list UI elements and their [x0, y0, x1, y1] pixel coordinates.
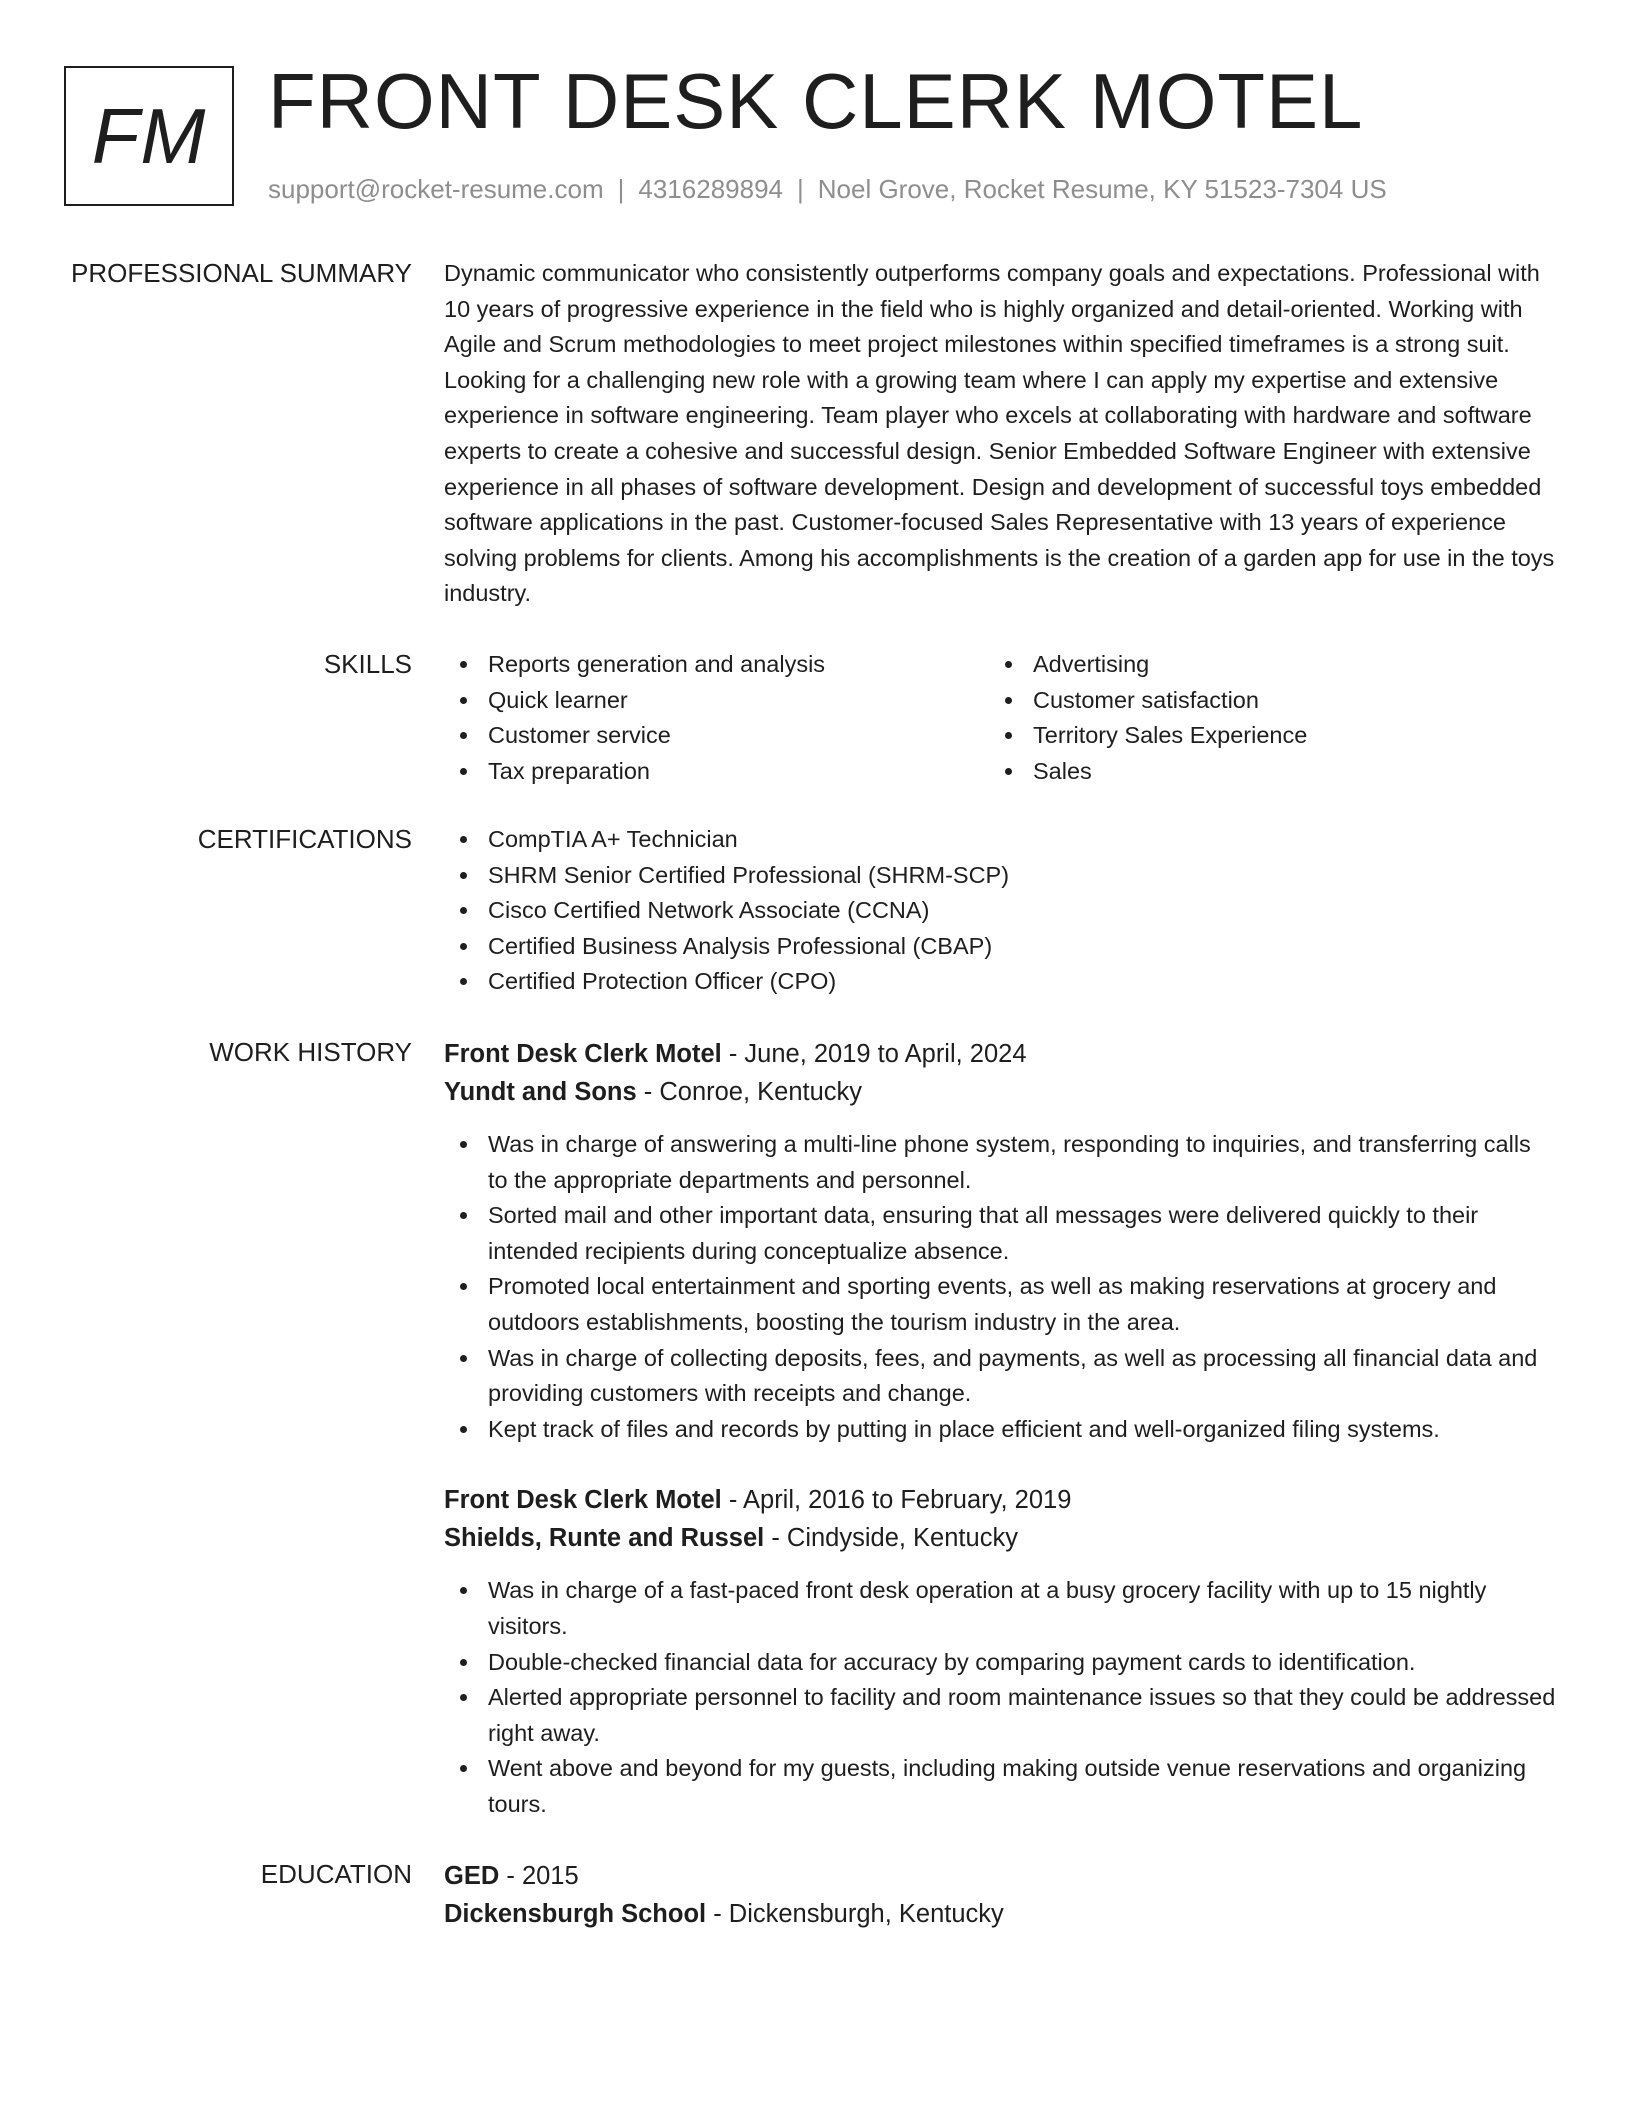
job-duties-list	[444, 1127, 1556, 1447]
job-company-line	[444, 1519, 1556, 1557]
job-location: Cindyside, Kentucky	[786, 1524, 1018, 1553]
job-duties-list	[444, 1573, 1556, 1822]
skills-column-1	[444, 647, 989, 789]
contact-address: Noel Grove, Rocket Resume, KY 51523-7304 US	[817, 174, 1387, 204]
certifications-body	[444, 822, 1556, 1000]
skill-item: Territory Sales Experience	[989, 718, 1534, 754]
skills-column-2	[989, 647, 1534, 789]
section-title-skills: SKILLS	[323, 649, 412, 679]
skills-body	[444, 647, 1556, 789]
contact-phone: 4316289894	[638, 174, 783, 204]
contact-line	[268, 174, 1387, 204]
certifications-list	[444, 822, 1556, 1000]
skill-item: Sales	[989, 754, 1534, 790]
degree: GED	[444, 1862, 500, 1890]
skills-list-1	[444, 647, 989, 789]
job-title-line	[444, 1035, 1556, 1073]
skill-item: Quick learner	[444, 683, 989, 719]
job-company: Yundt and Sons	[444, 1078, 637, 1106]
initials-monogram	[64, 66, 234, 206]
summary-body	[444, 256, 1556, 612]
degree-line	[444, 1857, 1556, 1895]
dash: -	[721, 1486, 743, 1515]
dash: -	[706, 1900, 729, 1928]
job-dates: April, 2016 to February, 2019	[743, 1486, 1072, 1515]
job-title: Front Desk Clerk Motel	[444, 1040, 722, 1068]
certification-item: SHRM Senior Certified Professional (SHRM-SCP)	[444, 858, 1556, 894]
certification-item: CompTIA A+ Technician	[444, 822, 1556, 858]
certification-item: Cisco Certified Network Associate (CCNA)	[444, 893, 1556, 929]
work-history-body	[444, 1035, 1556, 1823]
education-body	[444, 1857, 1556, 1933]
contact-email: support@rocket-resume.com	[268, 174, 604, 204]
dash: -	[636, 1078, 660, 1106]
job-duty-item: Double-checked financial data for accuracy by comparing payment cards to identification.	[444, 1645, 1556, 1681]
job-duty-item: Sorted mail and other important data, ensuring that all messages were delivered quickly to their intended recipients during conceptualize absence.	[444, 1198, 1556, 1269]
school-line	[444, 1895, 1556, 1933]
certification-item: Certified Protection Officer (CPO)	[444, 964, 1556, 1000]
job-duty-item: Was in charge of answering a multi-line phone system, responding to inquiries, and transferring calls to the appropriate departments and personnel.	[444, 1127, 1556, 1198]
job-location: Conroe, Kentucky	[659, 1078, 863, 1106]
school-name: Dickensburgh School	[444, 1900, 707, 1928]
skill-item: Reports generation and analysis	[444, 647, 989, 683]
job-company: Shields, Runte and Russel	[444, 1524, 765, 1553]
job-entry	[444, 1035, 1556, 1447]
initials-text: FM	[91, 91, 207, 180]
job-company-line	[444, 1073, 1556, 1111]
job-duty-item: Kept track of files and records by putting in place efficient and well-organized filing systems.	[444, 1412, 1556, 1448]
section-title-summary: PROFESSIONAL SUMMARY	[71, 258, 412, 288]
job-duty-item: Alerted appropriate personnel to facility and room maintenance issues so that they could be addressed right away.	[444, 1680, 1556, 1751]
job-entry	[444, 1481, 1556, 1822]
skills-list-2	[989, 647, 1534, 789]
dash: -	[764, 1524, 787, 1553]
certification-item: Certified Business Analysis Professional (CBAP)	[444, 929, 1556, 965]
job-title-line	[444, 1481, 1556, 1519]
skill-item: Tax preparation	[444, 754, 989, 790]
job-dates: June, 2019 to April, 2024	[744, 1040, 1027, 1068]
dash: -	[721, 1040, 745, 1068]
skill-item: Customer satisfaction	[989, 683, 1534, 719]
skill-item: Customer service	[444, 718, 989, 754]
section-title-work-history: WORK HISTORY	[209, 1037, 412, 1067]
job-duty-item: Was in charge of collecting deposits, fees, and payments, as well as processing all financial data and providing customers with receipts and change.	[444, 1341, 1556, 1412]
school-location: Dickensburgh, Kentucky	[728, 1900, 1004, 1928]
contact-separator: |	[617, 174, 625, 204]
job-duty-item: Went above and beyond for my guests, including making outside venue reservations and organizing tours.	[444, 1751, 1556, 1822]
section-title-certifications: CERTIFICATIONS	[197, 824, 412, 854]
skill-item: Advertising	[989, 647, 1534, 683]
dash: -	[499, 1862, 522, 1890]
job-duty-item: Promoted local entertainment and sporting events, as well as making reservations at grocery and outdoors establishments, boosting the tourism industry in the area.	[444, 1269, 1556, 1340]
graduation-year: 2015	[521, 1862, 579, 1890]
summary-text: Dynamic communicator who consistently outperforms company goals and expectations. Professional with 10 years of progressive experience in the field who is highly organized and detail-oriented. Working with Agile and Scrum methodologies to meet project milestones within specified timeframes is a strong suit. Looking for a challenging new role with a growing team where I can apply my expertise and extensive experience in software engineering. Team player who excels at collaborating with hardware and software experts to create a cohesive and successful design. Senior Embedded Software Engineer with extensive experience in all phases of software development. Design and development of successful toys embedded software applications in the past. Customer-focused Sales Representative with 13 years of experience solving problems for clients. Among his accomplishments is the creation of a garden app for use in the toys industry.	[444, 260, 1555, 607]
job-duty-item: Was in charge of a fast-paced front desk operation at a busy grocery facility with up to 15 nightly visitors.	[444, 1573, 1556, 1644]
job-title: Front Desk Clerk Motel	[444, 1486, 722, 1515]
candidate-name: FRONT DESK CLERK MOTEL	[268, 57, 1364, 145]
contact-separator: |	[797, 174, 804, 204]
section-title-education: EDUCATION	[260, 1859, 412, 1889]
